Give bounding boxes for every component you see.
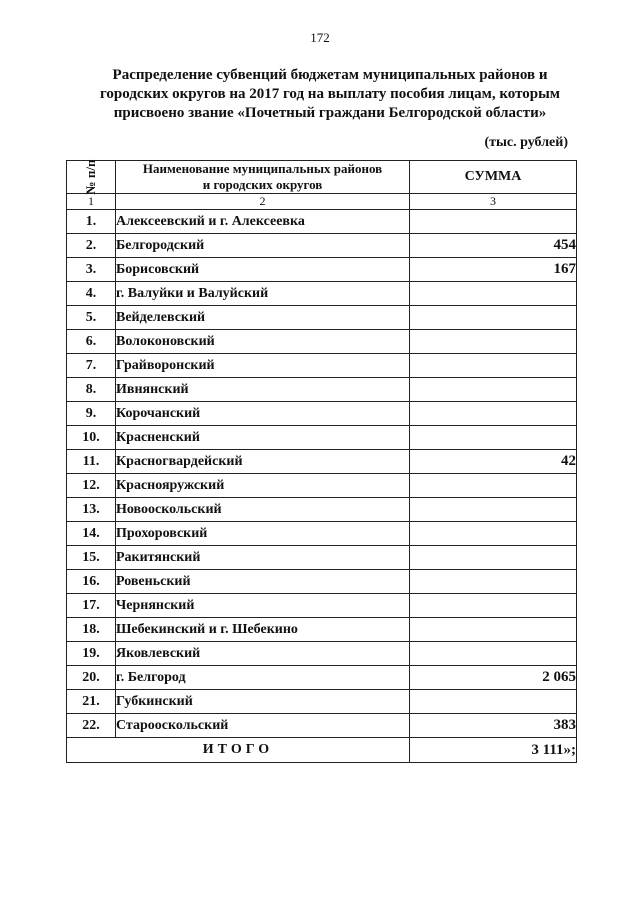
row-sum: 2 065: [410, 666, 577, 690]
row-name: Краснояружский: [116, 474, 410, 498]
row-number: 7.: [67, 354, 116, 378]
row-number: 10.: [67, 426, 116, 450]
row-sum: 167: [410, 258, 577, 282]
row-name: г. Валуйки и Валуйский: [116, 282, 410, 306]
table-row: [67, 642, 577, 666]
units-label: (тыс. рублей): [484, 135, 568, 150]
table-row: [67, 306, 577, 330]
row-sum: [410, 354, 577, 378]
row-sum: [410, 378, 577, 402]
row-number: 4.: [67, 282, 116, 306]
row-number: 5.: [67, 306, 116, 330]
title-line-2: городских округов на 2017 год на выплату пособия лицам, которым: [99, 86, 561, 102]
table-row: [67, 594, 577, 618]
row-name: г. Белгород: [116, 666, 410, 690]
row-number: 6.: [67, 330, 116, 354]
row-name: Шебекинский и г. Шебекино: [116, 618, 410, 642]
table-row: [67, 258, 577, 282]
table-row: [67, 474, 577, 498]
table-row: [67, 378, 577, 402]
table-row: [67, 546, 577, 570]
row-name: Алексеевский и г. Алексеевка: [116, 210, 410, 234]
row-number: 17.: [67, 594, 116, 618]
table-row: [67, 354, 577, 378]
row-number: 12.: [67, 474, 116, 498]
table-body: [67, 210, 577, 738]
row-number: 2.: [67, 234, 116, 258]
table-row: [67, 690, 577, 714]
row-name: Вейделевский: [116, 306, 410, 330]
row-sum: [410, 618, 577, 642]
row-number: 21.: [67, 690, 116, 714]
column-number: 2: [116, 194, 410, 210]
table-row: [67, 210, 577, 234]
row-sum: [410, 642, 577, 666]
table-row: [67, 426, 577, 450]
row-name: Волоконовский: [116, 330, 410, 354]
header-name-line-2: и городских округов: [202, 177, 323, 192]
row-number: 13.: [67, 498, 116, 522]
row-number: 1.: [67, 210, 116, 234]
row-name: Ракитянский: [116, 546, 410, 570]
row-number: 20.: [67, 666, 116, 690]
row-name: Борисовский: [116, 258, 410, 282]
row-name: Старооскольский: [116, 714, 410, 738]
row-name: Корочанский: [116, 402, 410, 426]
table-row: [67, 234, 577, 258]
row-name: Грайворонский: [116, 354, 410, 378]
row-sum: [410, 570, 577, 594]
title-line-3: присвоено звание «Почетный граждани Белгородской области»: [113, 105, 547, 121]
row-sum: [410, 690, 577, 714]
row-number: 14.: [67, 522, 116, 546]
table-row: [67, 330, 577, 354]
table-row: [67, 666, 577, 690]
column-number: 1: [67, 194, 116, 210]
table-row: [67, 282, 577, 306]
header-num: [67, 161, 116, 194]
header-name: [116, 161, 410, 194]
table-row: [67, 522, 577, 546]
table-row: [67, 618, 577, 642]
row-name: Красногвардейский: [116, 450, 410, 474]
row-sum: [410, 282, 577, 306]
row-name: Красненский: [116, 426, 410, 450]
row-number: 3.: [67, 258, 116, 282]
column-number: 3: [410, 194, 577, 210]
row-sum: [410, 330, 577, 354]
row-sum: [410, 210, 577, 234]
row-sum: [410, 522, 577, 546]
row-name: Белгородский: [116, 234, 410, 258]
table-row: [67, 402, 577, 426]
header-num-label: № п/п: [83, 159, 98, 195]
table-row: [67, 450, 577, 474]
header-name-line-1: Наименование муниципальных районов: [142, 161, 383, 176]
row-sum: [410, 306, 577, 330]
page-number: 172: [310, 30, 330, 45]
row-number: 16.: [67, 570, 116, 594]
row-number: 18.: [67, 618, 116, 642]
row-name: Чернянский: [116, 594, 410, 618]
row-name: Прохоровский: [116, 522, 410, 546]
total-sum: 3 111»;: [410, 738, 577, 763]
row-sum: [410, 498, 577, 522]
row-sum: [410, 402, 577, 426]
row-sum: [410, 594, 577, 618]
row-number: 8.: [67, 378, 116, 402]
column-numbers-row: [67, 194, 577, 210]
row-sum: [410, 474, 577, 498]
row-number: 19.: [67, 642, 116, 666]
header-sum: СУММА: [410, 161, 577, 194]
row-number: 9.: [67, 402, 116, 426]
row-sum: 42: [410, 450, 577, 474]
row-sum: [410, 546, 577, 570]
table-row: [67, 498, 577, 522]
row-sum: 383: [410, 714, 577, 738]
row-sum: [410, 426, 577, 450]
title-line-1: Распределение субвенций бюджетам муниципальных районов и: [112, 67, 548, 83]
document-title: [60, 66, 600, 123]
row-number: 22.: [67, 714, 116, 738]
total-label: ИТОГО: [67, 738, 410, 763]
row-sum: 454: [410, 234, 577, 258]
row-name: Губкинский: [116, 690, 410, 714]
table-row: [67, 570, 577, 594]
row-number: 15.: [67, 546, 116, 570]
row-number: 11.: [67, 450, 116, 474]
table-row: [67, 714, 577, 738]
row-name: Ивнянский: [116, 378, 410, 402]
row-name: Яковлевский: [116, 642, 410, 666]
row-name: Ровеньский: [116, 570, 410, 594]
row-name: Новооскольский: [116, 498, 410, 522]
total-row: [67, 738, 577, 763]
subvention-table: [66, 160, 577, 763]
